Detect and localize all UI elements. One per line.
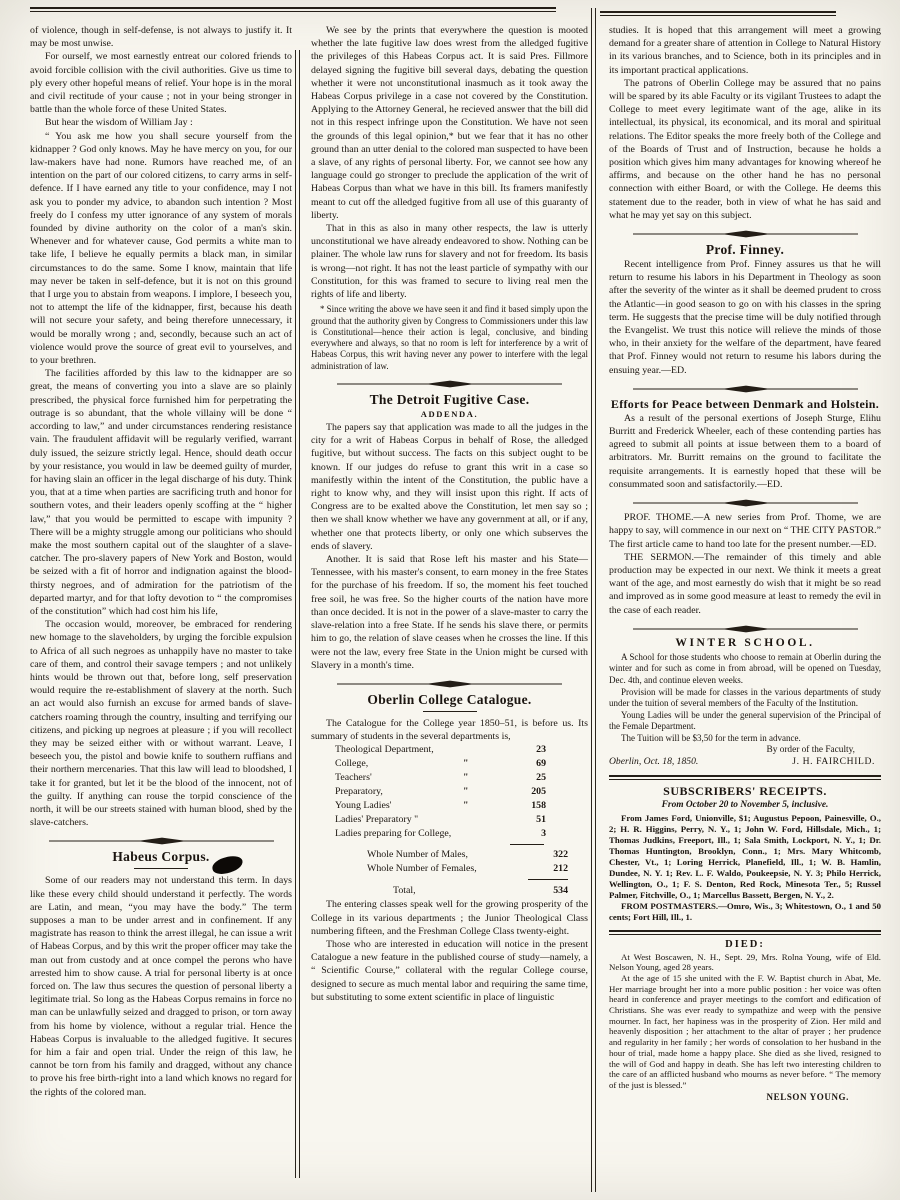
row-value: 322 xyxy=(553,849,568,861)
double-rule xyxy=(609,930,881,935)
paragraph: The entering classes speak well for the growing prosperity of the College in its various departments ; the Junior Theological Class numbering fifteen, and the Freshman College Class twenty-eight. xyxy=(311,899,588,937)
table-row xyxy=(311,827,588,841)
table-row xyxy=(311,743,588,757)
row-value: 212 xyxy=(553,863,568,875)
table-row xyxy=(311,799,588,813)
article-title-detroit-fugitive-case: The Detroit Fugitive Case. xyxy=(369,392,530,408)
footnote: * Since writing the above we have seen it and find it based simply upon the ground that the authority given by Congress to Commissioners under this law is Constitutional—hence their action is legal, conclusive, and binding everywhere and always, so that no room is left for interference by a writ of Habeas Corpus, this writ having never any power to interfere with the legal administration of law. xyxy=(311,304,588,371)
row-label: Whole Number of Females, xyxy=(367,863,477,875)
paragraph: That in this as also in many other respects, the law is utterly unconstitutional we have already endeavored to show. Nothing can be plainer. The whole law runs for slavery and not for freedom. Its basis is wrong—not right. It has not the least particle of sympathy with our Constitution, for this was framed to secure to living real men the rights of life and liberty. xyxy=(311,223,588,301)
article-title-habeas-corpus: Habeus Corpus. xyxy=(112,849,210,865)
title-rule xyxy=(134,868,188,869)
row-value: 25 xyxy=(536,772,546,784)
row-label: Total, xyxy=(393,885,416,897)
quote-paragraph: The facilities afforded by this law to the kidnapper are so great, the means of converting you into a slave are so plainly prescribed, the physical force furnished him for perpetrating the outrage is so abundant, that the whole villainy will be done “ according to law,” and under circumstances rendering resistance vain. The fraudulent affidavit will be regularly verified, warrant duly issued, the seizure strictly legal. Hence, should death occur by your resistance, you would in law be deemed guilty of murder, for having slain an officer in the legal discharge of his duty. Think you, that at a time when parties are sacrificing truth and honor for southern votes, and their leaders openly scoffing at the “ higher law,” that you would be permitted to escape with impunity ? There will be a mighty struggle among our politicians who should make the most southern capital out of the slaughter of a slave-catcher. The pro-slavery papers of New York and Boston, would be seized with a fit of horror and indignation against the blood-thirsty negroes, and of admiration for the patriotism of the departed martyr, and for that lofty devotion to “ the compromises of the constitution” which had cost him his life, xyxy=(30,368,292,617)
row-label: Whole Number of Males, xyxy=(367,849,468,861)
paragraph: For ourself, we most earnestly entreat our colored friends to avoid forcible collision with the civil authorities. Give us time to ply every other hopeful means of relief. Your hope is in the moral and civil rectitude of your cause ; not in your being stronger in battle than the whole force of these United States. xyxy=(30,51,292,116)
receipts-postmasters: FROM POSTMASTERS.—Omro, Wis., 3; Whitestown, O., 1 and 50 cents; Fort Hill, Ill., 1. xyxy=(609,900,881,922)
signature-row xyxy=(609,755,881,768)
table-total-row xyxy=(311,883,588,898)
paragraph: We see by the prints that everywhere the question is mooted whether the late fugitive law does wrest from the alledged fugitive the privileges of this Habeas Corpus act. It is said Pres. Fillmore delayed signing the fugitive bill several days, debating the question whether it were not unconstitutional inasmuch as it took away the Habeas Corpus privilege in a case not covered by the Constitution. Applying to the Attorney General, he recieved answer that the bill did not in this respect infringe upon the Constitution. We have not seen the grounds of this legal opinion,* but we fear that it has no other ground than an utter denial to the colored man suspected to have been a slave, of any rights of personal liberty. For, we cannot see how any language could go stronger to preclude the application of the writ of Habeas Corpus than what we have in this bill. Its framers manifestly meant to cut off the alledged fugitive from all use of this guaranty of liberty. xyxy=(311,25,588,221)
paragraph: The Tuition will be $3,50 for the term in advance. xyxy=(621,732,801,743)
notice-prof-thome: PROF. THOME.—A new series from Prof. Thome, we are happy to say, will commence in our next on “ THE CITY PASTOR.” The first article came to hand too late for the present number.—ED. xyxy=(609,512,881,550)
row-label: Theological Department, xyxy=(335,744,434,756)
ditto-mark: " xyxy=(463,786,469,798)
paragraph: studies. It is hoped that this arrangement will meet a growing demand for a greater share of attention in College to Natural History in its various branches, and to Science, both in its principles and in its important practical applications. xyxy=(609,25,881,76)
obituary-signature: NELSON YOUNG. xyxy=(766,1091,849,1102)
paragraph: A School for those students who choose to remain at Oberlin during the winter and for such as come in from abroad, will be opened on Tuesday, Dec. 4th, and continue eleven weeks. xyxy=(609,651,881,685)
table-row xyxy=(311,771,588,785)
column-divider-left xyxy=(295,50,300,1178)
arrow-divider xyxy=(30,836,292,846)
quote-paragraph: The occasion would, moreover, be embraced for rendering new homage to the slaveholders, by urging the forcible expulsion to Africa of all such negroes as unhappily have no master to take care of them, and control their savage tempers ; and not unlikely hints would be thrown out that, before long, self preservation would require the re-establishment of slavery at the north. Such an act would also furnish an excuse for armed bands of slave-catchers roaming through the country, insulting and terrifying our citizens, and picking up negroes at pleasure ; if you will recollect they may be seized either with or without warrant. Leave, I beseech you, the pistol and bowie knife to southern ruffians and their northern mercenaries. That this law will lead to bloodshed, I take it for granted, but let it be the blood of the innocent, not of the guilty. If anything can rouse the torpid conscience of the north, it will be our streets stained with human blood, shed by the slave-catchers. xyxy=(30,619,292,829)
table-row xyxy=(311,785,588,799)
row-value: 205 xyxy=(531,786,546,798)
row-value: 69 xyxy=(536,758,546,770)
paragraph: Those who are interested in education will notice in the present Catalogue a new feature in the published course of study—namely, a “ Scientific Course,” collateral with the regular College course, designed to secure as much mental labor and requiring the same time, but substituting to some extent scientific in place of linguistic xyxy=(311,938,588,1003)
arrow-divider xyxy=(311,679,588,689)
table-row xyxy=(311,862,588,876)
obituary-paragraph: At the age of 15 she united with the F. W. Baptist church in Abat, Me. Her marriage brought her into a more public position : her voice was often heard in conference and prayer meetings to the comfort and edification of Christians. She was ever ready to sympathize and weep with the pensive mourner. In fact, her hapiness was in the prosperity of Zion. Her mild and heavenly disposition ; her attachment to the altar of prayer ; her prudence and regularity in her family ; her words of consolation to her husband in the hour of trial, made home a happy place. She died as she lived, resigned to the will of God and happy in death. She has left two interesting children to the care of an afflicted husband who mourns as never before. “ The memory of the just is blessed.” xyxy=(609,972,881,1090)
byline: By order of the Faculty, xyxy=(766,745,855,756)
paragraph: The patrons of Oberlin College may be assured that no pains will be spared by its able Faculty or its vigilant Trustees to adapt the College to meet every legitimate want of the age, alike in its intellectual, its physical, its economical, and its moral and spiritual relations. The Editor speaks the more freely both of the College and of the Boards of Trust and of Instruction, because he holds a position which gives him many advantages for knowing whereof he affirms, and because on the other hand he has no personal connection with either Board, or with the College. He deems this statement due to the reader, both in view of what he has said and what he may yet say on this subject. xyxy=(609,77,881,221)
arrow-divider xyxy=(609,229,881,239)
arrow-divider xyxy=(609,498,881,508)
dateline: Oberlin, Oct. 18, 1850. xyxy=(609,756,699,768)
paragraph: The papers say that application was made to all the judges in the city for a writ of Habeas Corpus in behalf of Rose, the alledged fugitive, but without success. The facts on this subject ought to be known. If our judges do refuse to grant this writ in a case so manifestly within the intent of the Constitution, the public have a right to know why, and they will insist upon this right. If acts of Congress are to be exalted above the Constitution, let men say so ; then we shall know whether we have any government at all, or if any, whether one that protects liberty, or only one which subserves the ends of slavery. xyxy=(311,422,588,552)
section-title-subscribers-receipts: SUBSCRIBERS' RECEIPTS. xyxy=(663,784,827,799)
title-rule xyxy=(423,711,477,712)
paragraph: As a result of the personal exertions of Joseph Sturge, Elihu Burritt and Frederick Wheeler, each of these contending parties has agreed to submit all points at issue between them to a board of arbitrators. Mr. Burritt remains on the ground to facilitate the requisite arrangements. It is earnestly hoped that these will be consummated soon and satisfactorily.—ED. xyxy=(609,412,881,490)
quote-paragraph: “ You ask me how you shall secure yourself from the kidnapper ? God only knows. May he have mercy on you, for our law-makers have had none. Rumors have reached me, of an intention on the part of our colored citizens, to carry arms in self-defence. If I have earned any title to your confidence, may I not ask you to ponder my advice, to abandon such intention ? Most freely do I confess my utter ignorance of any system of morals founded by divine authority on the color of a man's skin. Whenever and for whatever cause, God permits a white man to take life, I believe he equally permits a black man, in similar circumstances to do the same. Some I know, maintain that life may never be taken in self-defence, but it is not on this ground that I urge you to abstain from weapons. I implore, I beseech you, not to attempt the life of the kidnapper, first, because his death will not secure your safety, and being therefore unnecessary, it would be morally wrong ; and, secondly, because such an act of violence would prove the source of great evil to yourselves, and to your brethren. xyxy=(30,130,292,367)
article-title-oberlin-college-catalogue: Oberlin College Catalogue. xyxy=(367,691,532,707)
row-label: Ladies preparing for College, xyxy=(335,828,452,840)
paragraph: Recent intelligence from Prof. Finney assures us that he will return to resume his labors in his Department in Theology as soon after the severity of the winter as it shall be deemed prudent to cross the Atlantic—in good season to go on with his classes in the spring term. He suggests that the precise time will be duly notified through the Evangelist. We trust this notice will relieve the minds of those who, in their anxiety for the welfare of the department, have feared that Prof. Finney would not return to resume his labors during the ensuing year.—ED. xyxy=(609,259,881,376)
receipts-list: From James Ford, Unionville, $1; Augustus Pepoon, Painesville, O., 2; H. R. Higgins, Perry, N. Y., 1; John W. Ford, Hillsdale, Mich., 1; Thomas Judkins, Freeport, Ill., 1; Sala Smith, Lockport, N. Y., 1; Dr. Thomas Huntington, Brooklyn, Conn., 1; Mrs. Mary Whitcomb, Chester, Vt., 1; Loring Herrick, Planefield, Ill., 1; W. B. Hamlin, Dundee, N. Y. 1; Rev. L. F. Waldo, Poukeepsie, N. Y. 3; Philo Herrick, Wellington, O., 1; F. S. Denton, Red Rock, Minesota Ter., 5; Russel Palmer, Fitchville, O., 1; Marcellus Bassett, Bergen, N. Y., 2. xyxy=(609,813,881,900)
notice-the-sermon: THE SERMON.—The remainder of this timely and able production may be expected in our next. We think it meets a great want of the age, and most earnestly do wish that it might be so read and improved as in some good measure at least to remedy the evil in the case of each reader. xyxy=(609,551,881,616)
article-header xyxy=(30,849,292,869)
paragraph: But hear the wisdom of William Jay : xyxy=(45,117,193,129)
signature: J. H. FAIRCHILD. xyxy=(792,756,875,768)
article-subtitle-addenda: ADDENDA. xyxy=(420,409,479,420)
row-label: Young Ladies' xyxy=(335,800,392,812)
row-value: 51 xyxy=(536,814,546,826)
paragraph: Some of our readers may not understand this term. In days like these every child should understand it perfectly. The words are Latin, and mean, “you may have the body.” The term supposes a man to be under arrest and in confinement. If any magistrate has reason to think the arrest illegal, he can issue a writ of Habeas Corpus, and by this writ the proper officer may take the man out from custody and at once compel the perons who have arrested him to show cause. A trial for personal liberty is at once forced on. The law thus secures the question of personal liberty a legitimate trial. So long as the Habeas Corpus remains in force no man can be unlawfully seized and dragged to prison, or torn away from his home by violence, without a regular trial. Hence the Habeas Corpus is invaluable to the alledged fugitive. It secures for him a fair and open trial. Under the reign of this law, he cannot be torn from his family and dragged, without any chance to prove his free birth-right into a land which knows no regard for the rights of the colored man. xyxy=(30,875,292,1098)
paragraph: of violence, though in self-defense, is not always to justify it. It may be most unwise. xyxy=(30,25,292,50)
column-left xyxy=(30,24,292,1194)
arrow-divider xyxy=(609,624,881,634)
column-divider-right xyxy=(591,8,596,1192)
table-rule xyxy=(528,879,568,880)
row-value: 534 xyxy=(553,885,568,897)
row-value: 3 xyxy=(541,828,546,840)
row-label: Ladies' Preparatory " xyxy=(335,814,419,826)
paragraph: Provision will be made for classes in the various departments of study under the tuition of several members of the Faculty of the Institution. xyxy=(609,686,881,709)
row-label: Preparatory, xyxy=(335,786,383,798)
obituary-paragraph: At West Boscawen, N. H., Sept. 29, Mrs. Rolna Young, wife of Eld. Nelson Young, aged 28 years. xyxy=(609,951,881,973)
column-right xyxy=(609,24,881,1194)
arrow-divider xyxy=(609,384,881,394)
paragraph: Another. It is said that Rose left his master and his State—Tennessee, with his master's consent, to earn money in the free States for the purchase of his freedom. If so, the moment his feet touched free soil, he was free. So the higher courts of the nation have more than once decided. It is not in the power of a slave-master to carry the slave-relation into a free State. If he sends his slave there, or permits him to go, the relation of slave ceases when he crosses the line. If this were not the law, every free State in the Union might be cursed with Slavery in a month's time. xyxy=(311,554,588,671)
row-value: 23 xyxy=(536,744,546,756)
paragraph: Young Ladies will be under the general supervision of the Principal of the Female Department. xyxy=(609,709,881,732)
notice-title-winter-school: WINTER SCHOOL. xyxy=(675,636,815,649)
double-rule xyxy=(609,775,881,780)
table-row xyxy=(311,813,588,827)
catalogue-table xyxy=(311,743,588,898)
arrow-divider xyxy=(311,379,588,389)
article-title-denmark-holstein: Efforts for Peace between Denmark and Holstein. xyxy=(610,396,880,411)
article-title-prof-finney: Prof. Finney. xyxy=(705,242,785,258)
top-rule-right xyxy=(600,11,836,16)
section-subtitle: From October 20 to November 5, inclusive. xyxy=(661,800,829,811)
row-value: 158 xyxy=(531,800,546,812)
row-label: Teachers' xyxy=(335,772,372,784)
column-middle xyxy=(311,24,588,1194)
paragraph: The Catalogue for the College year 1850–51, is before us. Its summary of students in the several departments is, xyxy=(311,717,588,743)
table-rule xyxy=(510,844,544,845)
row-label: College, xyxy=(335,758,369,770)
table-row xyxy=(311,757,588,771)
ditto-mark: " xyxy=(463,800,469,812)
table-row xyxy=(311,848,588,862)
section-title-died: DIED: xyxy=(725,938,765,950)
ditto-mark: " xyxy=(463,772,469,784)
ditto-mark: " xyxy=(463,758,469,770)
top-rule-left xyxy=(30,7,556,12)
